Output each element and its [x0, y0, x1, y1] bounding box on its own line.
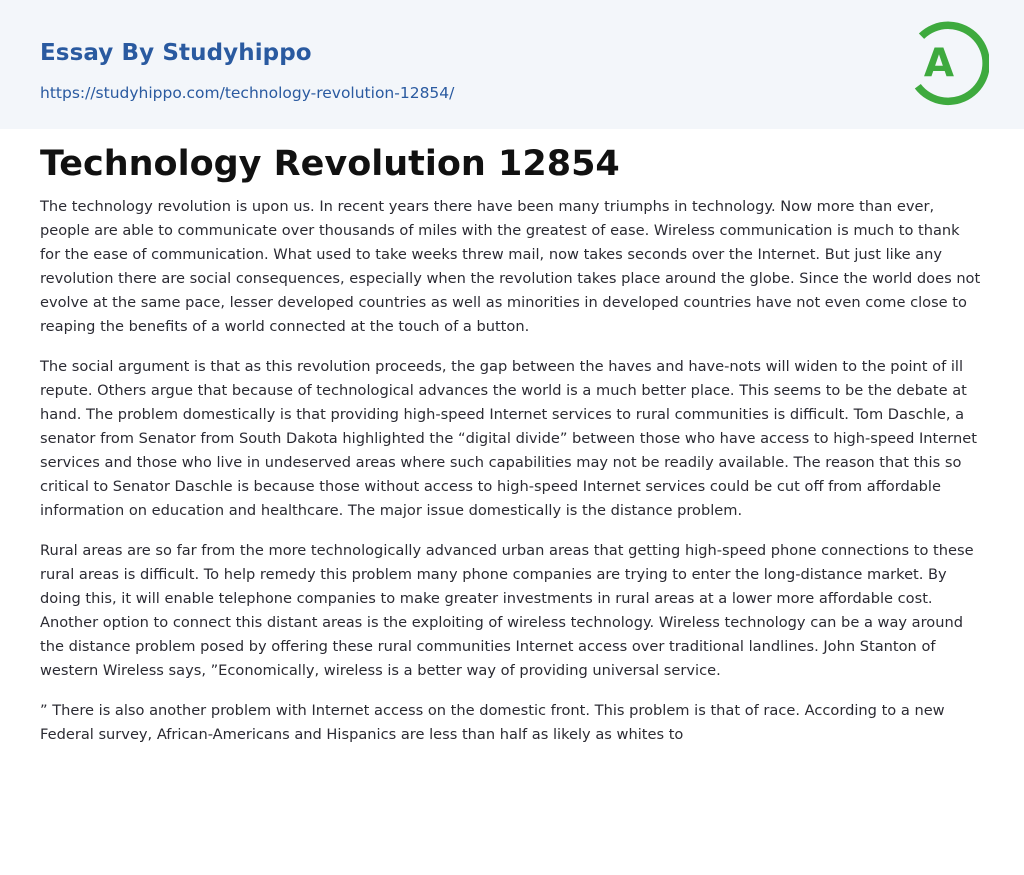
article-paragraph: Rural areas are so far from the more technologically advanced urban areas that getting high-speed phone connections to these rural areas is difficult. To help remedy this problem many phone companies are trying to enter the long-distance market. By doing this, it will enable telephone companies to make greater investments in rural areas at a lower more affordable cost. Another option to connect this distant areas is the exploiting of wireless technology. Wireless technology can be a way around the distance problem posed by offering these rural communities Internet access over traditional landlines. John Stanton of western Wireless says, ”Economically, wireless is a better way of providing universal service.	[40, 542, 974, 679]
logo-letter: A	[923, 41, 955, 86]
site-header	[0, 0, 1024, 129]
article-paragraph: The technology revolution is upon us. In recent years there have been many triumphs in technology. Now more than ever, people are able to communicate over thousands of miles with the greatest of ease. Wireless communication is much to thank for the ease of communication. What used to take weeks threw mail, now takes seconds over the Internet. But just like any revolution there are social consequences, especially when the revolution takes place around the globe. Since the world does not evolve at the same pace, lesser developed countries as well as minorities in developed countries have not even come close to reaping the benefits of a world connected at the touch of a button.	[40, 198, 981, 335]
studyhippo-a-logo-icon[interactable]	[911, 17, 989, 107]
article-paragraph: ” There is also another problem with Internet access on the domestic front. This problem is that of race. According to a new Federal survey, African-Americans and Hispanics are less than half as likely as whites to	[40, 702, 945, 743]
source-url-link[interactable]: https://studyhippo.com/technology-revolution-12854/	[40, 84, 455, 102]
article-body	[40, 195, 984, 763]
page-title: Technology Revolution 12854	[40, 144, 620, 184]
article-paragraph: The social argument is that as this revolution proceeds, the gap between the haves and have-nots will widen to the point of ill repute. Others argue that because of technological advances the world is a much better place. This seems to be the debate at hand. The problem domestically is that providing high-speed Internet services to rural communities is difficult. Tom Daschle, a senator from Senator from South Dakota highlighted the “digital divide” between those who have access to high-speed Internet services and those who live in undeserved areas where such capabilities may not be readily available. The reason that this so critical to Senator Daschle is because those without access to high-speed Internet services could be cut off from affordable information on education and healthcare. The major issue domestically is the distance problem.	[40, 358, 977, 519]
brand-title[interactable]: Essay By Studyhippo	[40, 40, 312, 66]
